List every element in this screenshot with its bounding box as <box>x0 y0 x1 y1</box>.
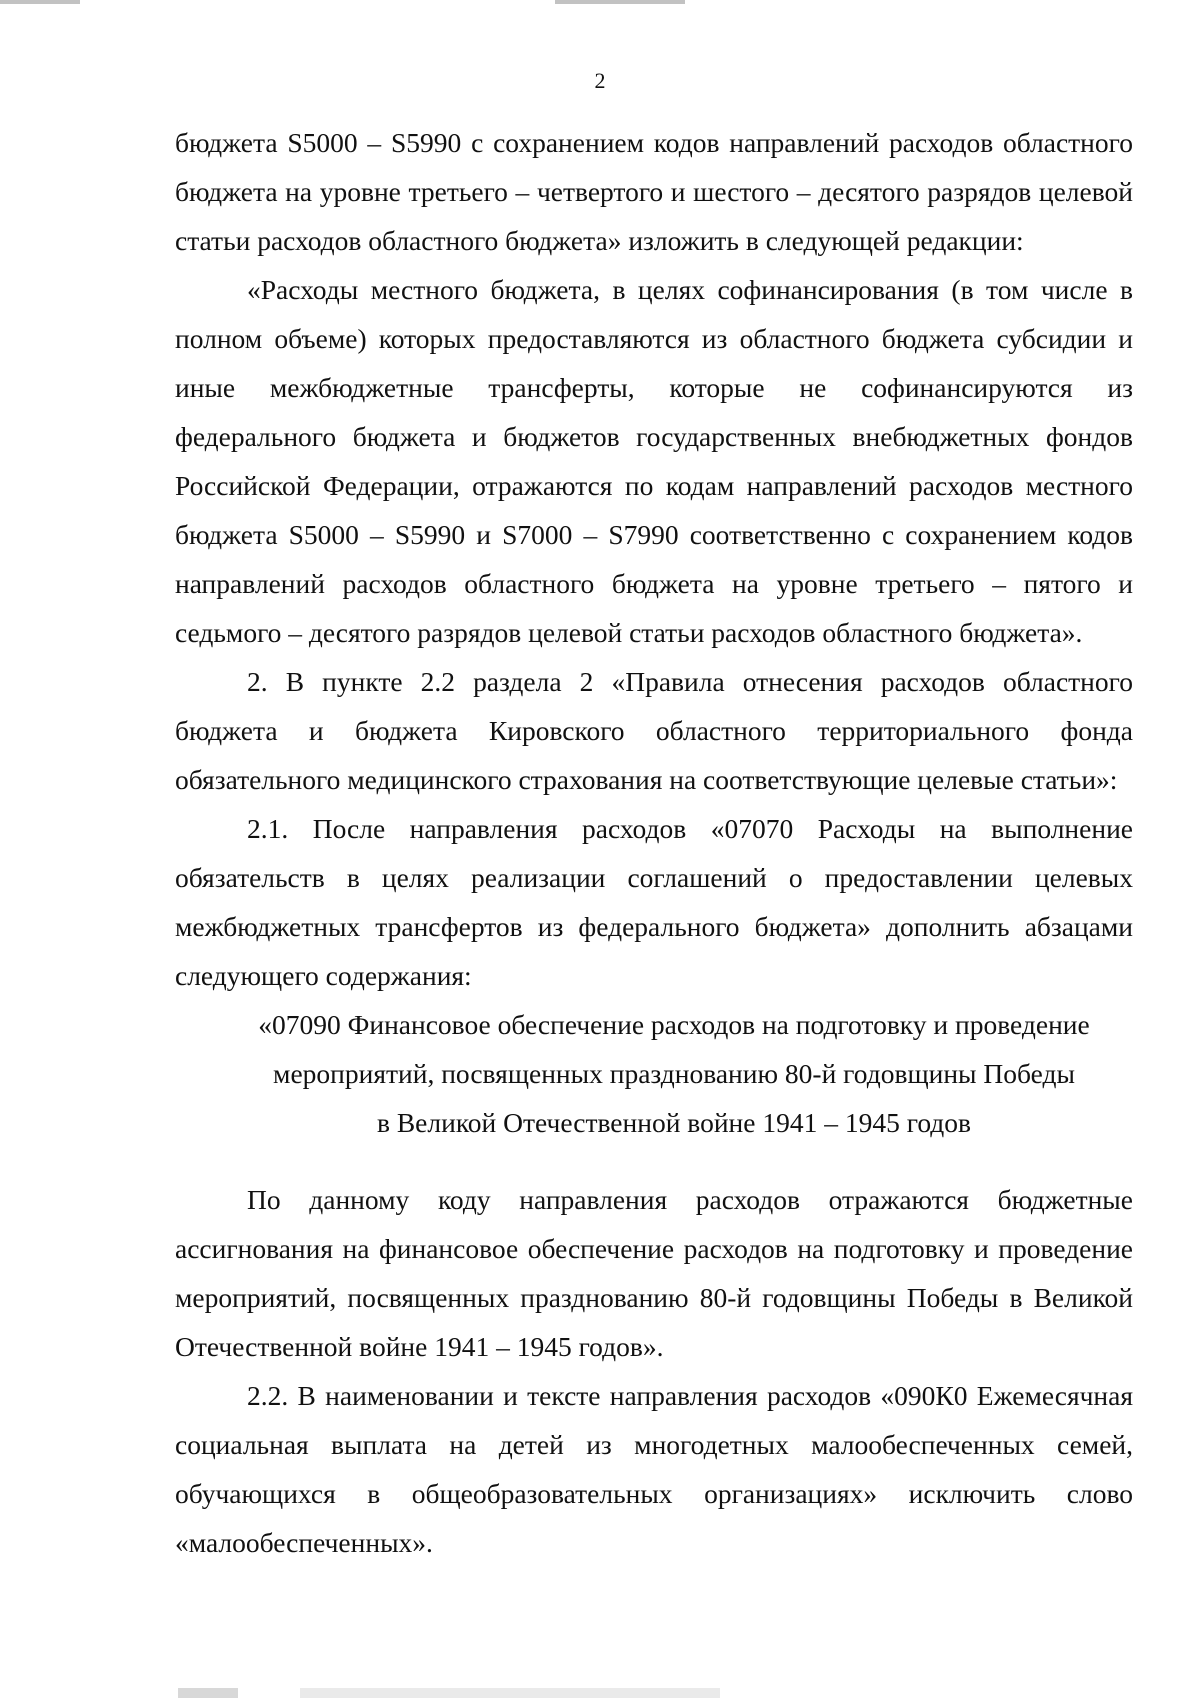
scan-artifact-top-left <box>0 0 80 4</box>
page-number: 2 <box>594 68 606 93</box>
scan-artifact-bottom <box>178 1688 238 1698</box>
heading-line-3: в Великой Отечественной войне 1941 – 1945 годов <box>376 1107 972 1138</box>
scan-artifact-bottom-line <box>300 1688 720 1698</box>
document-body <box>175 118 1133 1567</box>
paragraph-quoted-rule: «Расходы местного бюджета, в целях софинансирования (в том числе в полном объеме) которых предоставляются из областного бюджета субсидии и иные межбюджетные трансферты, которые не софинансируются из федерального бюджета и бюджетов государственных внебюджетных фондов Российской Федерации, отражаются по кодам направлений расходов местного бюджета S5000 – S5990 и S7000 – S7990 соответственно с сохранением кодов направлений расходов областного бюджета на уровне третьего – пятого и седьмого – десятого разрядов целевой статьи расходов областного бюджета». <box>175 274 1133 648</box>
heading-line-1: «07090 Финансовое обеспечение расходов на подготовку и проведение <box>258 1009 1090 1040</box>
paragraph-item-2-2: 2.2. В наименовании и тексте направления расходов «090К0 Ежемесячная социальная выплата на детей из многодетных малообеспеченных семей, обучающихся в общеобразовательных организациях» исключить слово «малообеспеченных». <box>175 1380 1133 1558</box>
paragraph-item-2-1: 2.1. После направления расходов «07070 Расходы на выполнение обязательств в целях реализации соглашений о предоставлении целевых межбюджетных трансфертов из федерального бюджета» дополнить абзацами следующего содержания: <box>175 813 1133 991</box>
scan-artifact-top-center <box>555 0 685 4</box>
heading-line-2: мероприятий, посвященных празднованию 80-й годовщины Победы <box>273 1058 1075 1089</box>
paragraph-code-description: По данному коду направления расходов отражаются бюджетные ассигнования на финансовое обеспечение расходов на подготовку и проведение мероприятий, посвященных празднованию 80-й годовщины Победы в Великой Отечественной войне 1941 – 1945 годов». <box>175 1184 1133 1362</box>
paragraph-item-2: 2. В пункте 2.2 раздела 2 «Правила отнесения расходов областного бюджета и бюджета Кировского областного территориального фонда обязательного медицинского страхования на соответствующие целевые статьи»: <box>175 666 1133 795</box>
paragraph-continuation: бюджета S5000 – S5990 с сохранением кодов направлений расходов областного бюджета на уровне третьего – четвертого и шестого – десятого разрядов целевой статьи расходов областного бюджета» изложить в следующей редакции: <box>175 127 1133 256</box>
heading-spacer <box>175 1147 1133 1175</box>
section-heading <box>175 1000 1133 1147</box>
